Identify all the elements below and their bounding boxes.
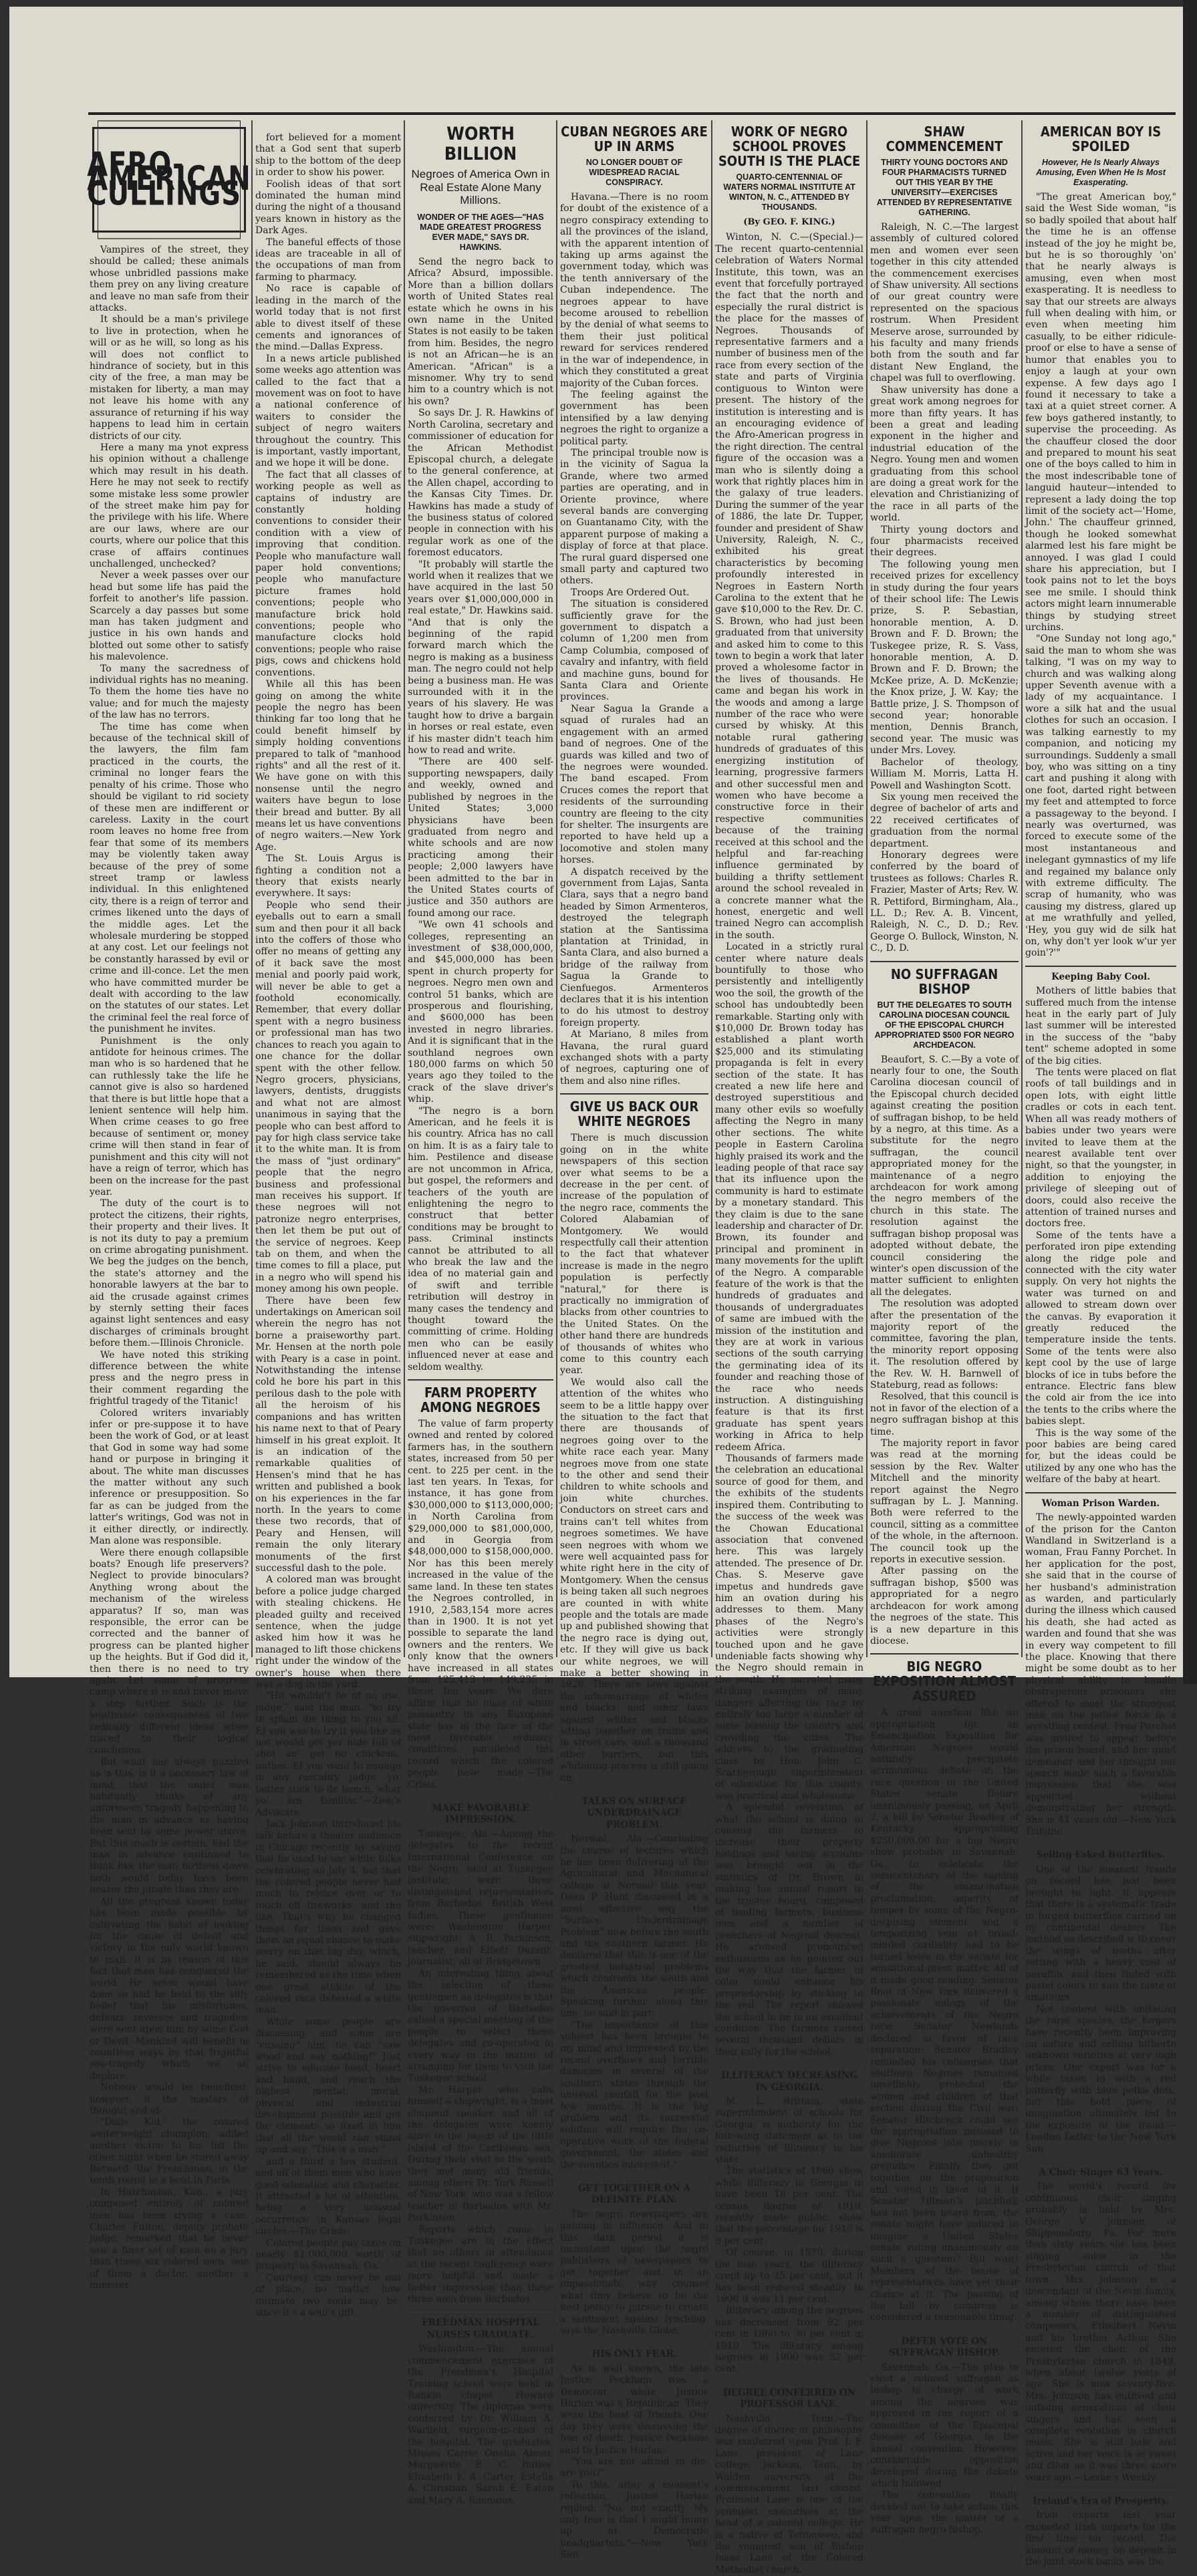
paragraph: To many the sacredness of individual rights has no meaning. To them the home ties have no value; and for much the majesty of the law has no terrors. [90,663,249,721]
paragraph: We have noted this striking difference between the white press and the negro press in their comment regarding the frightful tragedy of the Titanic! [90,1349,249,1407]
paragraph: To this, after a moment's reflection, Justice Harlan replied: "No, not exactly. My only fear is that I might bump up at Democratic headquarters."—New York Sun. [560,2479,708,2561]
article-separator [560,2343,708,2344]
paragraph: The duty of the court is to protect the citizens, their rights, their property and their lives. It is not its duty to pay a premium on crime abrogating punishment. We beg the judges on the bench, the state's attorney and the honorable lawyers at the bar to aid the crusade against crimes by sternly setting their faces against light sentences and easy discharges of criminals brought before them.—Illinois Chronicle. [90,1198,249,1349]
paragraph: A great question like an appropriation for an Emancipation Exposition for American Negroes would naturally precipitate acrimonious debate on the race question in the United States senate. Before unanimously passing, on April 2, a bill by Senator Bradley of Kentucky appropriating $250,000.00 for a big Negro show probably in Savannah, Ga., to celebrate the semicentenary of the signing of the emancipation proclamation, asperity of temper by some of the Negro-despising element and a temporizing vein of broad-minded cordiality had to be turned loose in the senate for sensational press matter. All of it made good reading. Senator Root of New York delivered a passionate eulogy of the achievements of the Negro race; Senator Newlands declared in favor of race separation; Senator Bradley reminded his colleagues that southern Negroes remained unselfishly protected the women and children of that section during the Civil war; Senator Hitchcock could see the appropriation misused to give Negroes jobs merely to ameliorate unhealthy prejudice. Finally they got together on the proposition and voted in favor of it. If Senator Tillman's pitchfork had not been heard from, the senate might have induced to imagine a United States senate voting unanimously on such a question? But wait! Members of the house of representatives have yet their chance at it. The passing of the bill by congress is considered a reasonable thing. [870,1707,1019,2323]
paragraph: Some of the tents have a perforated iron pipe extending along the ridge pole and connected with the city water supply. On very hot nights the water was turned on and allowed to stream down over the canvas. By evaporation it greatly reduced the temperature inside the tents. Some of the tents were also kept cool by the use of large blocks of ice in tubs before the entrance. Electric fans blew the cold air from the ice into the tents to the cribs where the babies slept. [1025,1230,1176,1427]
article-separator [560,2177,708,2178]
paragraph: Vampires of the street, they should be called; these animals whose unbridled passions make them prey on any living creature and leave no man safe from their attacks. [90,245,249,314]
article-body [1025,1512,1176,1838]
paragraph: "There are 400 self-supporting newspapers, daily and weekly, owned and published by negroes in the United States; 3,000 physicians have been graduated from negro and white schools and are now practicing among their people; 2,000 lawyers have been admitted to the bar in the United States courts of justice and 350 authors are found among our race. [408,756,553,919]
article-body [715,232,863,2058]
article-body [870,2362,1019,2537]
paragraph: The statistics of 1860 show white illiteracy in Georgia to have been 18 per cent. The census figures of 1910, recently made public, show that the percentage for 1910 is 8 per cent. [715,2166,863,2247]
paragraph: In a news article published some weeks ago attention was called to the fact that a movement was on foot to have a national conference of waiters to consider the subject of negro waiters throughout the country. This is important, vastly important, and we hope it will be done. [255,353,401,469]
article-separator [1025,1844,1176,1845]
paragraph: Mr. Harper, who calls himself a shipwright, is a most eloquent speaker, and all of the delegates were keenly alive to the needs of the little island of the Caribbean sea. During their visit to the south they met many old friends, among others Dr. York Russell of New York, who was a fellow teacher in Barbados with Mr. Parkinson. [408,2084,553,2224]
article-separator [870,2330,1019,2331]
paragraph: Never a week passes over our head but some life has paid the forfeit to another's life passion. Scarcely a day passes but some man has taken judgment and justice in his own hands and blotted out some other to satisfy his malevolence. [90,570,249,663]
column-rule [711,120,712,1657]
paragraph: "Dixie Kid," the colored welterweight champion, added another victim to his list the other night when he stored away Bernard, the Frenchman, in the tenth round in a bout in Paris. [90,2117,249,2186]
paragraph: There is much discussion going on in the white newspapers of this section over what seems to be a decrease in the per cent. of increase of the population of the negro race, comments the Colored Alabamian of Montgomery. We would respectfully call their attention to the fact that whatever increase is made in the negro population is perfectly "natural," for there is practically no immigration of blacks from other countries to the United States. On the other hand there are hundreds of thousands of whites who come to this country each year. [560,1133,708,1377]
paragraph: A splendid revelation of what the school is doing in causing the farmers to increase their property holdings and saving accounts was brought out in the statistics of Dr. Brown in making his annual report to the trustee board, composed of leading farmers, business men and a number of preachers of Negroid descent. He aroused pronounced enthusiasm as he pointed out the way that the farmer of color could enhance his proprietorship by sticking to the soil. The report showed the school to be in an excellent condition. The farmers raised several thousand dollars in their rally for the school. [715,1802,863,2057]
headline-only-fear: HIS ONLY FEAR. [591,2349,677,2360]
paragraph: and a third a law student, and all of them men who have good education and character. It attracted a lot of attention, being a very unusual occurrence in Kansas legal circles.—The Crisis. [255,2156,401,2237]
paragraph: Send the negro back to Africa? Absurd, impossible. More than a billion dollars worth of United States real estate which he owns in his own name in the United States is not easily to be taken from him. Besides, the negro is not an African—he is an American. "African" is a misnomer. Why try to send him to a country which is not his own? [408,257,553,407]
article-separator [1025,2161,1176,2162]
paragraph: Six young men received the degree of bachelor of arts and 22 received certificates of graduation from the normal department. [870,791,1019,849]
paragraph: A colored man was brought before a police judge charged with stealing chickens. He pleaded guilty and received sentence, when the judge asked him how it was he managed to lift those chickens right under the window of the owner's house when there was a dog in the yard. [255,1574,401,1691]
article-separator [715,2064,863,2065]
paragraph: fort believed for a moment that a God sent that superb ship to the bottom of the deep in order to show his power. [255,132,401,178]
paragraph: Winton, N. C.—(Special.)—The recent quarto-centennial celebration of Waters Normal Institute, this town, was an event that forcefully portrayed the fact that the north and especially the rural district is the place for the masses of Negroes. Thousands of representative farmers and a number of business men of the race from every section of the state and parts of Virginia contiguous to Winton were present. The history of the institution is interesting and is an encouraging evidence of the Afro-American progress in the right direction. The central figure of the occasion was a man who is silently doing a work that rightly places him in the galaxy of true leaders. During the summer of the year of 1886, the late Dr. Tupper, founder and president of Shaw University, Raleigh, N. C., exhibited his great characteristics by becoming profoundly interested in Negroes in Eastern North Carolina to the extent that he gave $10,000 to the Rev. Dr. C. S. Brown, who had just been graduated from that university and asked him to come to this town to begin a work that later proved a wholesome factor in the lives of thousands. He came and began his work in the woods and among a large number of the race who were cursed by whisky. At this notable rural gathering hundreds of graduates of this energizing institution of learning, progressive farmers and other successful men and women who have become a constructive force in their respective communities because of the training received at this school and the helpful and far-reaching influence germinated by building a thrifty settlement around the school revealed in a concrete manner what the honest, energetic and well trained Negro can accomplish in the south. [715,232,863,941]
scan-edge [1183,0,1197,1684]
paragraph: After passing on the suffragan bishop, $500 was appropriated for a negro archdeacon for work among the negroes of the state. This is a new departure in this diocese. [870,1566,1019,1647]
column-2 [255,132,401,2318]
paragraph: All the progress known today has been made possible by cultivating the habit of looking for the cause of defeat and victory in the only world known to man. It is by reason of this fact that man has conquered the world. He never would have done so had he held to the silly belief that his misfortunes, defeats, reverses and tragedies were sent upon him by some God or Devil. Mankind will benefit in countless ways by that frightful sea-tragedy which we all deplore. [90,1896,249,2082]
headline-choir-singer: A Choir Singer 63 Years. [1039,2167,1163,2178]
paragraph: Tuskegee, Ala.—Among the delegates to the recent International Conference on the Negro, held at Tuskegee institute, were three distinguished representatives from Barbados, British West Indies. These gentlemen were: Washington Harper, shipwright; A. R. Parkinson, teacher, and Elliott Durant, journalist, all of Bridgetown. [408,1828,553,1968]
paragraph: A dispatch received by the government from Lajas, Santa Clara, says that a negro band headed by Simon Armenteros, destroyed the telegraph station at the Santissima plantation at Trinidad, in Santa Clara, and also burned a bridge of the railway from Sagua la Grande to Cienfuegos. Armenteros declares that it is his intention to do his utmost to destroy foreign property. [560,866,708,1028]
masthead-box [87,127,251,233]
paragraph: Troops Are Ordered Out. [571,587,690,598]
headline-shaw-commencement: SHAW COMMENCEMENT [886,124,1003,154]
paragraph: As is well known, the late Justice Peckham was a Democrat, while Justice Harlan was a Republican. They were the best of friends. One day they were discussing the fear of death. Justice Peckham said to Justice Harlan: [560,2363,708,2456]
headline-underdrainage: TALKS ON SURFACE UNDERDRAINAGE PROBLEM. [581,1796,687,1830]
paragraph: The situation is considered sufficiently grave for the government to dispatch a column of 1,200 men from Camp Columbia, composed of cavalry and infantry, with field and machine guns, bound for Santa Clara and Oriente provinces. [560,599,708,703]
paragraph: The convention finally decided not to take action this year upon the matter of a suffragan negro bishop. [870,2490,1019,2536]
article-body [408,2343,553,2507]
paragraph: Beaufort, S. C.—By a vote of nearly four to one, the South Carolina diocesan council of the Episcopal church decided against creating the position of suffragan bishop, to be held by a negro, at this time. As a substitute for the negro suffragan, the council appropriated money for the maintenance of a negro archdeacon for work among the negro members of the church in this state. The resolution against the suffragan bishop proposal was adopted without debate, the council considering the winter's open discussion of the matter sufficient to enlighten all the delegates. [870,1054,1019,1298]
headline-american-boy: AMERICAN BOY IS SPOILED [1040,124,1162,154]
paragraph: Savannah, Ga.—The plan to elect a colored suffragan as bishop in charge of work among the negroes was approved in the report of a committee of the Episcopal diocese of Georgia, in the annual convention. However, considerable opposition developed during the debate which followed. [870,2362,1019,2489]
headline-worth-billion: WORTH BILLION [444,124,517,164]
article-body [560,1834,708,2171]
headline-prison-warden: Woman Prison Warden. [1041,1497,1160,1509]
newspaper-page [9,7,1188,2575]
paragraph: One of the meanest frauds on record has just been brought to light. It appears that there is a systematic trade in forged butterflies carried on by continental dealers. The method as described is to cover the wings of moths after setting with a heavy coat of paraffin, and then tinted with pastel colors to suit the taste of amateurs. [1025,1864,1176,2003]
paragraph: In Hutchinson, Kan., a jury composed entirely of colored men has been trying a case. Charles Fulton, deputy probate judge, remarked that he never saw a finer set of men on a jury than those six colored men, one of them a doctor, another a minister [90,2186,249,2291]
paragraph: Shaw university has done a great work among negroes for more than fifty years. It has been a great and leading exponent in the higher and industrial education of the Negro. Young men and women graduating from this school are doing a great work for the elevation and Christianizing of the race in all parts of the world. [870,384,1019,524]
paragraph: While some people are discussing, and some are "cussing" him, he can "saw wood and say nothing!" Just strive to educate head, heart and hand, and reach the highest mental, moral, physical and industrial development possible and get the elements so fixed in him that all the world can stand up and say, "This is a man." [255,2016,401,2156]
article-separator [1025,1492,1176,1493]
article-body [560,1133,708,1784]
article-body [255,132,401,2319]
column-4 [560,120,708,2561]
paragraph: Here a many ma ynot express his opinion without a challenge which may result in his death. Here he may not seek to rectify some mistake less some prowler of the street make him pay for the privilege with his life. Where are our laws, where are our courts, where our police that this crase of affairs continues unchallenged, unchecked? [90,442,249,569]
article-separator [870,961,1019,962]
paragraph: "It probably will startle the world when it realizes that we have acquired in the last 50 years over $1,000,000,000 in real estate," Dr. Hawkins said. "And that is only the beginning of the rapid forward march which the negro is making as a business man. The negro could not help being a business man. He was surrounded with it in the years of his slavery. He was taught how to drive a bargain in horses or real estate, even if his master didn't teach him how to read and write. [408,559,553,756]
paragraph: "One Sunday not long ago," said the man to whom she was talking, "I was on my way to church and was walking along upper Seventh avenue with a lady of my acquaintance. I wore a silk hat and the usual clothes for such an occasion. I was talking earnestly to my companion, and noticing my surroundings. Suddenly a small boy, who was sitting on a tiny cart and pushing it along with one foot, darted right between my feet and attempted to force a passageway to the beyond. I nearly was overturned, was forced to execute some of the most instantaneous and inelegant gymnastics of my life and regained my balance only with extreme difficulty. The scrap of humanity, who was causing my distress, glared up at me wrathfully and yelled, 'Hey, you guy wid de silk hat on, why don't yer look w'ur yer goin'?'" [1025,633,1176,959]
article-body [560,2209,708,2337]
article-body [1025,2510,1176,2568]
paragraph: Washington.—The annual commencement exercises of the Freedmen's Hospital Training school were held in Rankin chapel, Howard university. The diplomas were conferred by Dr. William A. Warfield, surgeon-in-chief of the hospital. The graduates: Misses Carrie Onelia Abner, Marguerite E. C. Butler, Elizabeth F. A. Carter, Estella A. Christian, Sarah E. Eaton and Mary A. Simmons. [408,2343,553,2506]
paragraph: Mothers of little babies that suffered much from the intense heat in the early part of July last summer will be interested in the success of the "baby tent" scheme adopted in some of the big cities. [1025,986,1176,1066]
headline-nurses-graduate: FREEDMAN HOSPITAL NURSES GRADUATE. [422,2317,539,2340]
subdeck: QUARTO-CENTENNIAL OF WATERS NORMAL INSTITUTE AT WINTON, N. C., ATTENDED BY THOUSANDS. [723,172,855,212]
paragraph: "The great American boy," said the West Side woman, "is so badly spoiled that about half the time he is an offense instead of the joy he might be, but he is so thoroughly 'on' that he nearly always is amusing, even when most exasperating. It is needless to say that our streets are always full when dealing with him, or even when meeting him casually, to be either ridicule-proof or else to have a sense of humor that enables you to enjoy a laugh at your own expense. A few days ago I found it necessary to take a taxi at a quiet street corner. A few boys gathered instantly, to supervise the proceeding. As the chauffeur closed the door and prepared to mount his seat one of the boys called to him in the most indescribable tone of languid hauteur—intended to represent a lady doing the top limit of the society act—'Home, John.' The chauffeur grinned, though he looked somewhat alarmed lest his fare might be annoyed. I was glad I could share his appreciation, but I took pains not to let the boys see me smile. I should think actors might learn innumerable things by studying street urchins. [1025,192,1176,633]
paragraph: The resolution was adopted after the presentation of the majority report of the committee, favoring the plan, the minority report opposing it. The resolution offered by the Rev. W. H. Barnwell of Stateburg, read as follows: [870,1298,1019,1391]
paragraph: But what has always puzzled us is this, is it a necessary law of mind, that the under man habitually thinks of any unforeseen tragedy happening to the man in advance as having been sent by some power above. But this much is certain, had the man in advance continued to think like the man farthest down both would today have been nearer the jungle than they are. [90,1756,249,1896]
paragraph: The fact that all classes of working people as well as captains of industry are constantly holding conventions to consider their condition with a view of improving that condition. People who manufacture wall paper hold conventions; people who manufacture picture frames hold conventions; people who manufacture brick hold conventions; people who manufacture clocks hold conventions; people who raise pigs, cows and chickens hold conventions. [255,469,401,678]
headline-ireland: Ireland's Era of Prosperity. [1033,2496,1169,2507]
paragraph: Nashville, Tenn.—The degree of doctor of philosophy was conferred upon Prof. J. F. Lane, president of Lane college, Jackson, Tenn., by Walden university at the commencement last closed. Professor Lane is one of the youngest executives at the head of a colored college. He is a native of Tennessee, and the youngest son of Bishop Isaac Lane of the Colored Methodist church. [715,2413,863,2575]
paragraph: The principal trouble now is in the vicinity of Sagua la Grande, where two armed parties are operating, and in Oriente province, where several bands are converging on Guantanamo City, with the apparent purpose of making a display of force at that place. The rural guard dispersed one small party and captured two others. [560,447,708,587]
paragraph: At Mariano, 8 miles from Havana, the rural guard exchanged shots with a party of negroes, capturing one of them and also nine rifles. [560,1029,708,1087]
subdeck: NO LONGER DOUBT OF WIDESPREAD RACIAL CONSPIRACY. [585,158,683,187]
article-separator [560,1093,708,1095]
paragraph: Colored writers invariably infer or pre-suppose it to have been the work of God, or at least that God in some way had some hand or purpose in bringing it about. The white man discusses the matter without any such inference or presupposition. So far as can be judged from the latter's writings, God was not in it either directly, or indirectly. Man alone was responsible. [90,1407,249,1547]
headline-favorable-impression: MAKE FAVORABLE IMPRESSION. [432,1803,529,1826]
subdeck: However, He Is Nearly Always Amusing, Even When He Is Most Exasperating. [1036,158,1166,187]
paragraph: "We own 41 schools and colleges, representing an investment of $38,000,000, and $45,000,000 has been spent in church property for negroes. Negro men own and control 51 banks, which are prosperous and flourishing, and $600,000 has been invested in negro libraries. And it is significant that in the southland negroes own 180,000 farms on which 50 years ago they toiled to the crack of the slave driver's whip. [408,919,553,1105]
paragraph: No race is capable of leading in the march of the world today that is not first able to divest itself of these cements and ignorances of the mind.—Dallas Express. [255,283,401,353]
paragraph: Colored people pay taxes on nearly $1,000,000 worth of property in Savannah, Ga. [255,2237,401,2272]
article-separator [1025,966,1176,967]
top-rule [88,112,1176,115]
headline-no-suffragan: NO SUFFRAGAN BISHOP [890,966,999,997]
paragraph: Punishment is the only antidote for heinous crimes. The man who is so hardened that he can ruthlessly take the life he cannot give is also so hardened that there is but little hope that a lenient sentence will help him. When crime ceases to go free because of sentiment or, money crime will then stand in fear of punishment and this city will not have a reign of terror, which has been on the increase for the past year. [90,1035,249,1197]
article-separator [408,1379,553,1381]
article-body [1025,2181,1176,2484]
column-1 [87,120,251,2291]
paragraph: Were there enough collapsible boats? Enough life preservers? Neglect to provide binoculars? Anything wrong about the mechanism of the wireless apparatus? If so, man was responsible, the error can be corrected and the banner of progress can be planted higher up the heights. But if God did it, then there is no need to try again. Let some of progress camp where it is and never move a step further. Such is the legitimate consequences of two radically different ideas when traced to their logical conclusion. [90,1547,249,1756]
article-separator [870,1653,1019,1655]
paragraph: Irish exports last year exceeded Irish imports for the first time on record. The amount of money on deposit in the joint stock banks was the [1025,2510,1176,2568]
paragraph: An interesting thing about the selection of these gentlemen as delegates is that the governor of Barbados called a special meeting of the people to select these delegates and co-operated in every way in the matter of arranging for them to visit the Tuskegee school. [408,1968,553,2084]
paragraph: The newly-appointed warden of the prison for the Canton Wandland in Switzerland is a woman, Frau Fanny Porchet. In her application for the post, she said that in the course of her husband's administration as warden, and particularly during the illness which caused his death, she had acted as warden and found that she was in every way competent to fill the place. Knowing that there might be some doubt as to her physical ability to handle obstreperous prisoners, she offered to meet the strongest man on the police force in a wrestling contest. Frau Porchet was invited to appear before the prison board, and her quiet demeanor and her thought out speech made such a favorable impression that she was appointed without demonstrating her strength. She is 41 years old.—New York Tribune. [1025,1512,1176,1838]
article-body [408,1829,553,2306]
paragraph: Thirty young doctors and four pharmacists received their degrees. [870,524,1019,559]
article-body [870,1054,1019,1648]
paragraph: Not content with imitating the rarer species, the forgers have recently been improving on nature and selling hitherto unknown varieties at very high prices. One expert was for a while taken in with a red butterfly with blue polka dots, but this bold piece of imagination ultimately led to the exposure of the fraud.—London Letter to the New York Sun. [1025,2003,1176,2154]
paragraph: While all this has been going on among the white people the negro has been thinking far too long that he could benefit himself by simply holding conventions prepared to talk of "manhood rights" and all the rest of it. We have gone on with this nonsense until the negro waiters have begun to lose their bread and butter. By all means let us have conventions of negro waiters.—New York Age. [255,679,401,853]
subdeck: WONDER OF THE AGES—"HAS MADE GREATEST PROGRESS EVER MADE," SAYS DR. HAWKINS. [417,212,544,253]
article-separator [408,1797,553,1798]
paragraph: The feeling against the government has been intensified by a law denying negroes the right to organize a political party. [560,389,708,447]
article-body [560,192,708,1087]
deck: Negroes of America Own in Real Estate Alone Many Millions. [411,168,550,207]
paragraph: It should be a man's privilege to live in protection, when he will or as he will, so long as his will does not conflict to hindrance of society, but in this city of the free, a man may be mistaken for liberty, a man may not leave his home with any assurance of returning if his way happens to lead him in certain districts of our city. [90,314,249,442]
column-rule [251,120,253,1657]
masthead-title: AFRO-AMERICAN CULLINGS [98,120,241,239]
paragraph: The value of farm property owned and rented by colored farmers has, in the southern states, increased from 50 per cent. to 225 per cent. in the last ten years. In Texas, for instance, it has gone from $30,000,000 to $113,000,000; in North Carolina from $29,000,000 to $81,000,000, and in Georgia from $48,000,000 to $158,000,000. Nor has this been merely increased in the value of the same land. In these ten states the Negroes controlled, in 1910, 2,583,154 more acres than in 1900. It is not yet possible to separate the land owners and the renters. We only know that the owners have increased in all states from 125,413 to 149,235 in these ten years. We dare affirm that no class of white peasantry in any European state has in the face of the most favorable ordinary conditions paralleled this record which the colored people have made.—The Crisis. [408,1419,553,1790]
headline-butterflies: Selling Faked Butterflies. [1036,1850,1166,1861]
paragraph: Of course, in 1870, during the lean years, the illiteracy crept up to 25 per cent, but it has been reduced steadily. In 1900 it was 11 per cent. [715,2247,863,2305]
headline-get-together: GET TOGETHER ON A DEFINITE PLAN. [577,2183,691,2206]
paragraph: The time has come when because of the technical skill of the lawyers, the film fam practiced in the courts, the criminal no longer fears the penalty of his crime. Those who should be vigilant to rid society of these men are indifferent or careless. Laxity in the court room leaves no home free from fear that some of its members may be violently taken away because of the prey of some street tramp or lawless individual. In this enlightened city, there is a reign of terror and crimes likened unto the days of the middle ages. Let the wholesale murdering be stopped at any cost. Let our feelings not be constantly harassed by evil or crime and ill-conce. Let the men who have committed murder be dealt with according to the law on the statutes of our states. Let the criminal feel the real force of the punishment he invites. [90,721,249,1035]
article-body [715,2096,863,2376]
paragraph: The tents were placed on flat roofs of tall buildings and in open lots, with eight little cradles or cots in each tent. When all was ready mothers of babies under two years were invited to leave them at the nearest available tent over night, so that the youngster, in addition to enjoying the privilege of sleeping out of doors, could also receive the attention of trained nurses and doctors free. [1025,1067,1176,1230]
paragraph: "The importance of this subject has been brought to my mind and impressed by the recent overflows and terrible damages in several of the southern states through the unusual rainfall for the past few months. It is the big problem and its successful solution will require the co-operative work of the federal government, the states and the counties interested." [560,2019,708,2170]
column-5 [715,120,863,2575]
paragraph: "You are not afraid to die, are you?" [560,2456,708,2479]
paragraph: Raleigh, N. C.—The largest assembly of cultured colored men and women ever seen together in this city attended the commencement exercises of Shaw university. All sections of our great country were represented on the spacious rostrum. When President Meserve arose, surrounded by his faculty and many friends both from the south and far distant New England, the chapel was full to overflowing. [870,222,1019,384]
paragraph: Courtesy can never be out of place, no matter how intimate two souls may be, since it's a soul's gift. [255,2272,401,2318]
paragraph: We would also call the attention of the whites who seem to be a little happy over the situation to the fact that there are thousands of negroes going over to the white race each year. Many negroes move from one state to the other and send their children to white schools and join white churches. Conductors on street cars and trains can't tell whites from negroes sometimes. We have seen negroes with whom we were well acquainted pass for white right here in the city of Montgomery. When the census is being taken all such negroes are counted in with white people and the totals are made up and published showing that the negro race is dying out, etc. If they will give us back our white negroes, we will make a better showing in 1920. There are laws against the intermarriage of whites and blacks; and other laws against whites and blacks sitting together on trains and in street cars, and a thousand other barriers, but this whitening process is still going on. [560,1377,708,1783]
column-3 [408,120,553,2506]
paragraph: The world's record for continuous choir singing probably is held by Mrs. George V. Johnson, of Shippensburg, Pa. For more than sixty years she has been singing solos in the Presbyterian church of that town. Mrs. Johnson is a descendant of the Nevin family, among whom there have been a number of distinguished composers, Ethelbert Nevin and his brother Arthur. She entered the choir of the Presbyterian church in 1849, when about twelve years of age. She is now seventy-five. Mrs. Johnson has outlived and outsung generations of choir singers and has seen a complete evolution in church music. She is still hale and active and her voice is as sweet and clear as it was three score years ago.—Leslie's Weekly. [1025,2181,1176,2483]
article-separator [1025,2490,1176,2491]
article-body [408,1419,553,1791]
paragraph: M. L. Brittain, state superintendent of schools for Georgia, is authority for the following statement as to the reduction of illiteracy in his state: [715,2096,863,2166]
paragraph: Havana.—There is no room for doubt of the existence of a negro conspiracy extending to all the provinces of the island, with the apparent intention of taking up arms against the government today, which was the tenth anniversary of the Cuban independence. The negroes appear to have become aroused to rebellion by the denial of what seems to them their just political reward for services rendered in the war of independence, in which they constituted a great majority of the Cuban forces. [560,192,708,389]
paragraph: Near Sagua la Grande a squad of rurales had an engagement with an armed band of negroes. One of the guards was killed and two of the negroes were wounded. The band escaped. From Cruces comes the report that residents of the surrounding country are fleeing to the city for shelter. The insurgents are reported to have held up a locomotive and stolen many horses. [560,703,708,866]
paragraph: Foolish ideas of that sort dominated the human mind during the night of a thousand years known in history as the Dark Ages. [255,178,401,237]
headline-white-negroes: GIVE US BACK OUR WHITE NEGROES [569,1099,699,1130]
headline-farm-property: FARM PROPERTY AMONG NEGROES [420,1385,541,1416]
headline-exposition: BIG NEGRO EXPOSITION ALMOST ASSURED [873,1659,1016,1705]
column-rule [866,120,868,1657]
article-body [1025,1864,1176,2155]
paragraph: Reports which come to Tuskegee are to the effect that no others in attendance at the recent conference were more helpful and made a better impression than these three men from Barbados. [408,2224,553,2305]
paragraph: The negro newspapers are gaining in influence. And in this dark period it is incumbent upon the negro publishers of newspapers to get together and in an impassionate way counsel what they believe to be the best policy to pursue to create a sentiment against lynching, says the Nashville Globe. [560,2208,708,2336]
paragraph: This is the way some of the poor babies are being cared for, but the ideas could be utilized by any one who has the welfare of the baby at heart. [1025,1427,1176,1485]
column-rule [1021,120,1023,1657]
paragraph: The following young men received prizes for excellency in study during the four years of their school life: The Lewis prize, S. P. Sebastian, honorable mention, A. D. Brown and F. D. Brown; the Tuskegee prize, R. S. Vass, honorable mention, A. D. Brown and F. D. Brown; the McKee prize, A. D. McKenzie; the Knox prize, J. W. Kay; the Battle prize, J. S. Thompson of second year; honorable mention, Dennis Branch, second year. The music was under Mrs. Lovey. [870,559,1019,756]
column-rule [404,120,405,1657]
paragraph: Jack Johnson introduced his talk before a theater audience in Chicago recently by saying that he used to see white folks celebrating on July 4, but that the colored people never had much to rejoice over or to touch off fireworks, and the like. That's why he changed things for them and gave them an equal chance to make merry on that big day, which, he said, should always be remembered as the time when one great athlete of the colored race defeated a white man. [255,1818,401,2016]
article-body [870,1707,1019,2324]
paragraph: Nobody would be benefited, however, if the masters of thought and ef- [90,2082,249,2116]
article-body [1025,192,1176,960]
headline-baby-cool: Keeping Baby Cool. [1051,971,1150,982]
article-body [408,257,553,1373]
article-separator [715,2382,863,2383]
article-body [1025,986,1176,1485]
paragraph: "Hit wouldn't be of no use, judge," said the man, "to try to splain dis thing to you all. Ef you was to try it you like as not would get yer hide full of shot an' get no chickens, nuther. Ef you want to engage in any rascality, judge, yo' better stick to de bench, whar yo' am familiar."—Zion's Advocate. [255,1691,401,1818]
paragraph: Resolved, that this council is not in favor of the election of a negro suffragan bishop at this time. [870,1391,1019,1437]
subdeck: THIRTY YOUNG DOCTORS AND FOUR PHARMACISTS TURNED OUT THIS YEAR BY THE UNIVERSITY—EXERCISES ATTENDED BY REPRESENTATIVE GATHERING. [876,158,1013,217]
column-7 [1025,120,1176,2568]
column-6 [870,120,1019,2536]
article-separator [408,2311,553,2313]
column-rule [556,120,557,1657]
headline-defer-vote: DEFER VOTE ON SUFFRAGAN BISHOP. [888,2335,1001,2359]
article-separator [560,1790,708,1792]
article-body [715,2414,863,2576]
paragraph: The baneful effects of those ideas are traceable in all of the occupations of man from farming to pharmacy. [255,237,401,283]
paragraph: So says Dr. J. R. Hawkins of North Carolina, secretary and commissioner of education for the African Methodist Episcopal church, a delegate to the general conference, at the Allen chapel, according to the Kansas City Times. Dr. Hawkins has made a study of the business status of colored people in connection with his regular work as one of the foremost educators. [408,408,553,559]
article-body [870,222,1019,955]
headline-cuban-negroes: CUBAN NEGROES ARE UP IN ARMS [561,124,708,154]
paragraph: People who send their eyeballs out to earn a small sum and then pour it all back into the coffers of those who offer no means of getting any of it back save the most menial and poorly paid work, will never be able to get a foothold economically. Remember, that every dollar spent with a negro business or professional man has two chances to reach you again to one chance for the dollar spent with the other fellow. Negro grocers, physicians, lawyers, dentists, druggists and what not are almost unanimous in saying that the people who can best afford to pay for high class service take it to the white man. It is from the mass of "just ordinary" people that the negro business and professional man receives his support. If these negroes will not patronize negro enterprises, then let them be put out of the service of negroes. Keep tab on them, and when the time comes to fill a place, put in a negro who will spend his money among his own people. [255,899,401,1295]
article-body [90,245,249,2292]
headline-negro-school: WORK OF NEGRO SCHOOL PROVES SOUTH IS THE PLACE [718,124,861,169]
paragraph: There have been few undertakings on American soil wherein the negro has not borne a praiseworthy part. Mr. Hensen at the north pole with Peary is a case in point. Notwithstanding the intense cold he bore his part in this perilous dash to the pole with all the heroism of his companions and has written his name next to that of Peary himself in his great exploit. It is an indication of the remarkable qualities of Hensen's mind that he has written and published a book on his experiences in the far north. In the years to come these two records, that of Peary and Hensen, will remain the only literary monuments of the first successful dash to the pole. [255,1295,401,1574]
headline-illiteracy: ILLITERACY DECREASING IN GEORGIA. [721,2070,857,2093]
paragraph: Bachelor of theology, William M. Morris, Latta H. Powell and Washington Scott. [870,756,1019,791]
headline-degree-conferred: DEGREE CONFERRED ON PROFESSOR LANE. [723,2387,855,2410]
article-body [560,2364,708,2561]
paragraph: Thousands of farmers made the celebration an educational source of good for them, and the exhibits of the students inspired them. Contributing to the success of the week was the Chowan Educational association that convened here. This was largely attended. The presence of Dr. Chas. S. Meserve gave impetus and hundreds gave him an ovation during his addresses to them. Many phases of the Negro's activities were strongly touched upon and he gave undeniable facts showing why the Negro should remain in the south. He narrated many striking examples of many dangers affecting the race by entirely too large a number of some leaving the country and crowding the cities. The address to the graduating class by Hon. John C. Scarborough, superintendent of education for this county, was practical and wholesome. [715,1453,863,1802]
paragraph: Honorary degrees were conferred by the board of trustees as follows: Charles R. Frazier, Master of Arts; Rev. W. R. Pettiford, Birmingham, Ala., LL. D.; Rev. A. B. Vincent, Raleigh, N. C., D. D.; Rev. George O. Bullock, Winston, N. C., D. D. [870,849,1019,954]
paragraph: Normal, Ala.—Concluding the course of lectures which he has been delivering at the Agricultural and Mechanical college at Normal this year, Dean P. Hunt discussed in a most effective way the "Surface Underdrainage Problem" now before the south and the southern farmer. He declared that this is one of the greatest industrial problems which confronts the south and the American people. Speaking further along this line, he said in part: [560,1834,708,2019]
paragraph: Illiteracy among the negroes has decreased from 92 per cent in 1860 to 30 per cent in 1910. The illiteracy among negroes in 1900 was 52 per cent. [715,2305,863,2375]
subdeck: BUT THE DELEGATES TO SOUTH CAROLINA DIOCESAN COUNCIL OF THE EPISCOPAL CHURCH APPROPRIATED $500 FOR NEGRO ARCHDEACON. [874,1000,1015,1050]
paragraph: The St. Louis Argus is fighting a condition not a theory that exists nearly everywhere. It says: [255,853,401,899]
byline: (By GEO. F. KING.) [743,217,835,227]
paragraph: "The negro is a born American, and he feels it is his country. Africa has no call on him. It is as a fairy tale to him. Pestilence and disease are not uncommon in Africa, but gospel, the reformers and teachers of the youth are enlightening the negro to construct that better conditions may be brought to pass. Criminal instincts cannot be attributed to all who break the law and the idea of no material gain and of swift and terrible retribution will destroy in many cases the tendency and thought toward the committing of crime. Holding men who can be easily influenced never at ease and seldom wealthy. [408,1105,553,1373]
paragraph: Located in a strictly rural center where nature deals bountifully to those who persistently and intelligently woo the soil, the growth of the school has undoubtedly been remarkable. Starting only with $10,000 Dr. Brown today has established a plant worth $25,000 and its stimulating propaganda is felt in every section of the state. It has created a new life here and destroyed superstitious and many other evils so woefully affecting the Negro in many other sections. The white people in Eastern Carolina highly praised its work and the leading people of that race say that its influence upon the community is hard to estimate by a monetary standard. This they claim is due to the sane leadership and character of Dr. Brown, its founder and principal and prominent in many movements for the uplift of the Negro. A comparable feature of the work is that the hundreds of graduates and thousands of undergraduates of same are imbued with the mission of the institution and they are at work in various sections of the south carrying the germinating idea of its founder and reaching those of the race who needs instruction. A distinguishing feature is that its first graduate has spent years working in Africa to help redeem Africa. [715,942,863,1453]
paragraph: The majority report in favor was read at the morning session by the Rev. Walter Mitchell and the minority report against the Negro suffragan by L. J. Manning. Both were referred to the council, sitting as a committee of the whole, in the afternoon. The council took up the reports in executive session. [870,1438,1019,1566]
